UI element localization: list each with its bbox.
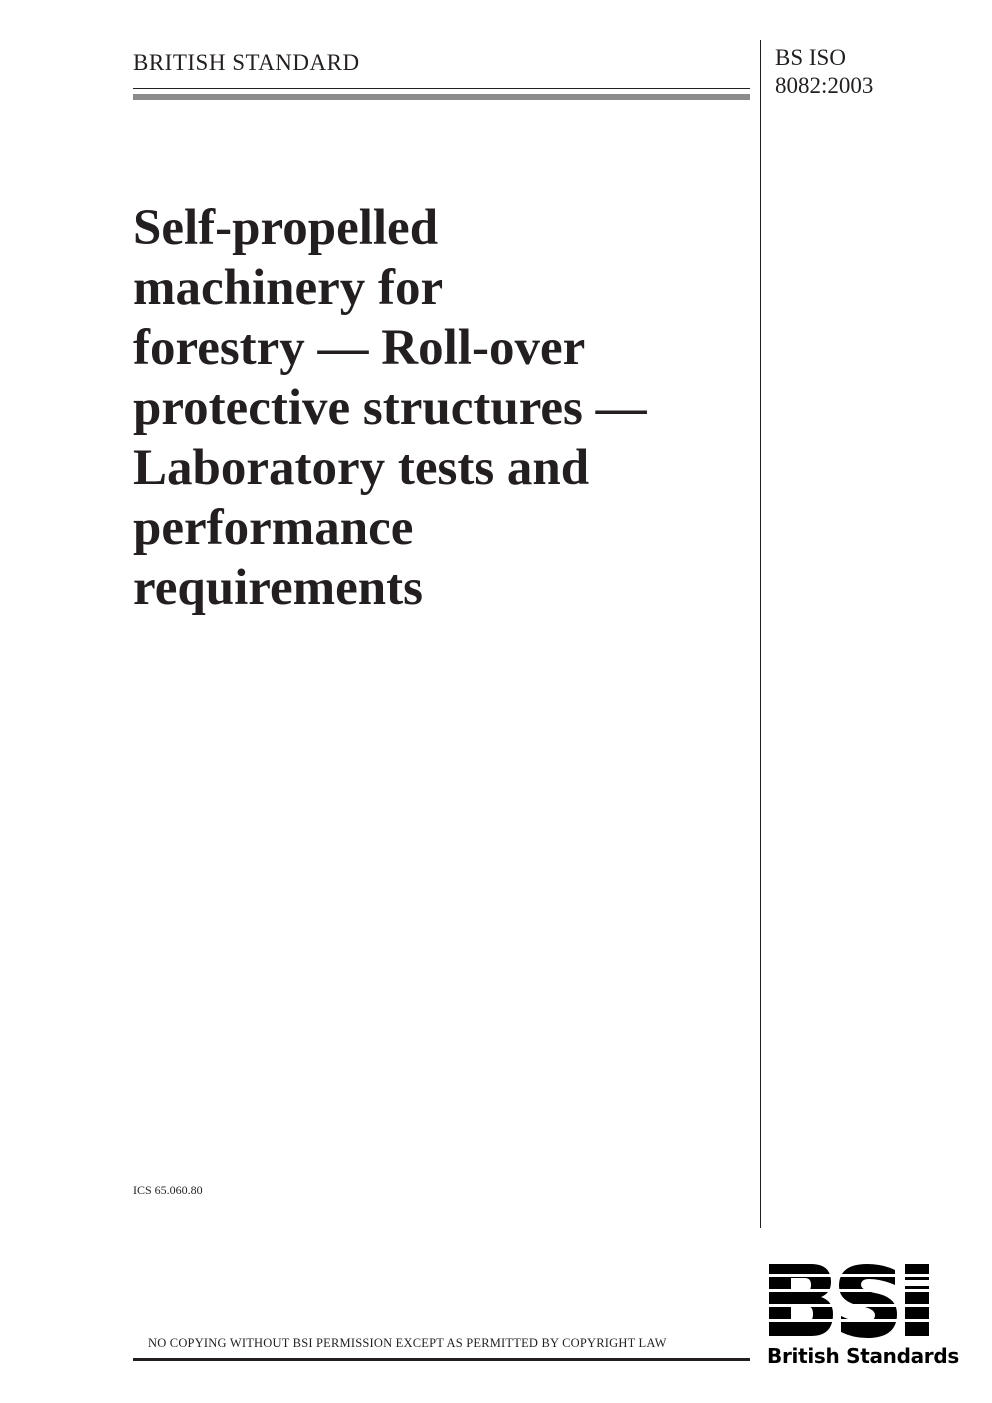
title-line: machinery for bbox=[133, 260, 444, 316]
title-line: protective structures — bbox=[133, 380, 647, 436]
document-title bbox=[133, 198, 753, 618]
vertical-divider bbox=[760, 40, 761, 1228]
header-rule-thick bbox=[133, 94, 750, 100]
ics-code: ICS 65.060.80 bbox=[133, 1183, 203, 1197]
title-line: requirements bbox=[133, 560, 423, 616]
title-line: Self-propelled bbox=[133, 200, 439, 256]
bsi-logo-caption: British Standards bbox=[767, 1344, 959, 1368]
bsi-wordmark bbox=[765, 1264, 947, 1338]
document-number bbox=[775, 44, 873, 100]
title-line: Laboratory tests and bbox=[133, 440, 590, 496]
title-line: performance bbox=[133, 500, 414, 556]
standard-type-label: BRITISH STANDARD bbox=[133, 50, 360, 75]
title-line: forestry — Roll-over bbox=[133, 320, 586, 376]
copyright-notice: NO COPYING WITHOUT BSI PERMISSION EXCEPT AS PERMITTED BY COPYRIGHT LAW bbox=[148, 1336, 667, 1350]
document-number-line-1: BS ISO bbox=[775, 45, 846, 70]
document-number-line-2: 8082:2003 bbox=[775, 73, 874, 98]
footer-rule bbox=[133, 1358, 750, 1361]
header-rule-thin bbox=[133, 88, 750, 89]
